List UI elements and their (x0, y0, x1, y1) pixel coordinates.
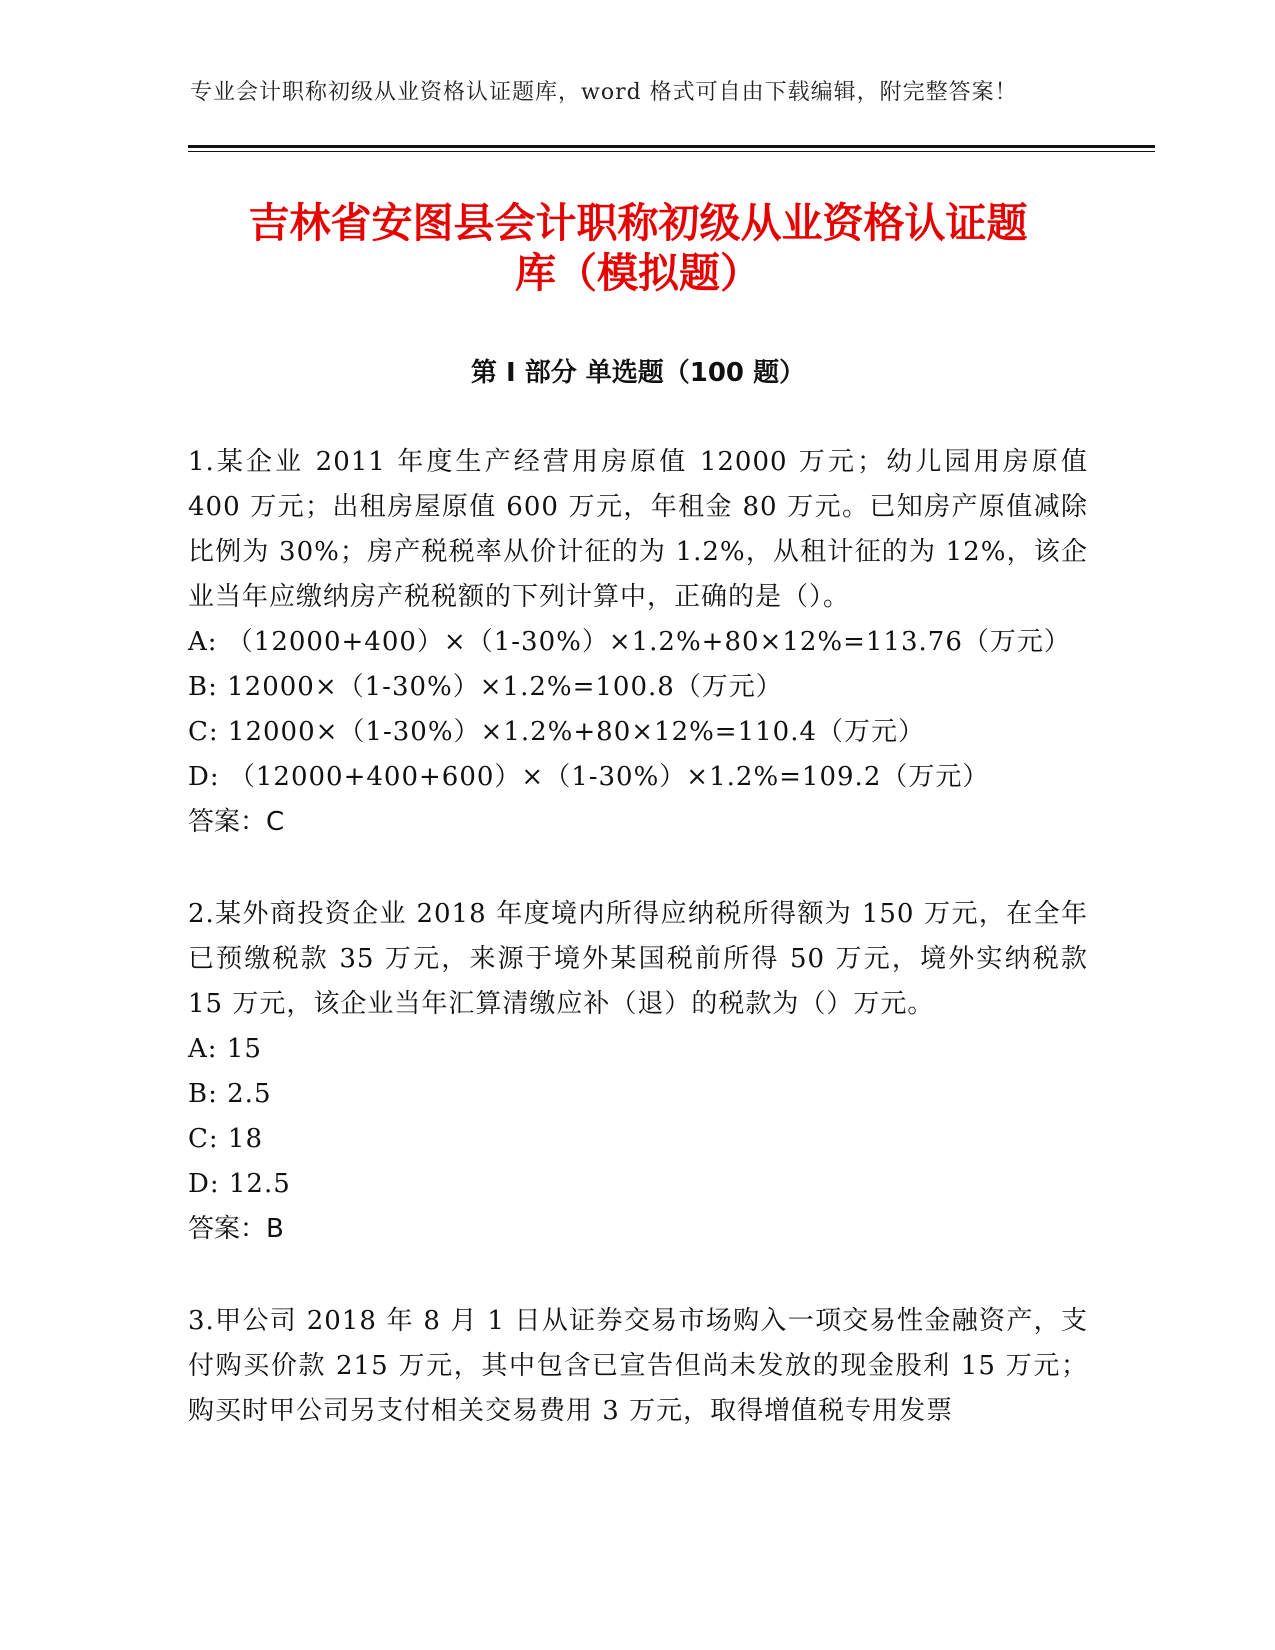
question-1 (188, 440, 1088, 845)
header-rule-thin (188, 151, 1155, 152)
option-a: A: （12000+400）×（1-30%）×1.2%+80×12%=113.76（万元） (188, 627, 1071, 657)
document-title-line-1: 吉林省安图县会计职称初级从业资格认证题 (248, 199, 1028, 247)
answer: 答案：B (188, 1214, 284, 1244)
question-stem: 2.某外商投资企业 2018 年度境内所得应纳税所得额为 150 万元，在全年已预缴税款 35 万元，来源于境外某国税前所得 50 万元，境外实纳税款 15 万元，该企业当年汇算清缴应补（退）的税款为（）万元。 (188, 899, 1088, 1019)
option-b: B: 12000×（1-30%）×1.2%=100.8（万元） (188, 672, 783, 702)
question-2 (188, 892, 1088, 1252)
header-rule-thick (188, 145, 1155, 148)
option-c: C: 18 (188, 1124, 264, 1154)
option-d: D: （12000+400+600）×（1-30%）×1.2%=109.2（万元） (188, 762, 990, 792)
answer: 答案：C (188, 807, 285, 837)
option-c: C: 12000×（1-30%）×1.2%+80×12%=110.4（万元） (188, 717, 926, 747)
section-title: 第 I 部分 单选题（100 题） (470, 358, 806, 388)
option-d: D: 12.5 (188, 1169, 291, 1199)
question-list (188, 440, 1088, 1481)
question-stem: 3.甲公司 2018 年 8 月 1 日从证券交易市场购入一项交易性金融资产，支付购买价款 215 万元，其中包含已宣告但尚未发放的现金股利 15 万元；购买时甲公司另支付相关交易费用 3 万元，取得增值税专用发票 (188, 1306, 1088, 1426)
question-3 (188, 1299, 1088, 1434)
document-title (188, 198, 1088, 298)
document-title-line-2: 库（模拟题） (515, 249, 761, 297)
option-b: B: 2.5 (188, 1079, 272, 1109)
option-a: A: 15 (188, 1034, 262, 1064)
header-note: 专业会计职称初级从业资格认证题库，word 格式可自由下载编辑，附完整答案！ (190, 80, 1018, 105)
question-stem: 1.某企业 2011 年度生产经营用房原值 12000 万元；幼儿园用房原值 400 万元；出租房屋原值 600 万元，年租金 80 万元。已知房产原值减除比例为 30%；房产税税率从价计征的为 1.2%，从租计征的为 12%，该企业当年应缴纳房产税税额的下列计算中，正确的是（）。 (188, 447, 1088, 612)
